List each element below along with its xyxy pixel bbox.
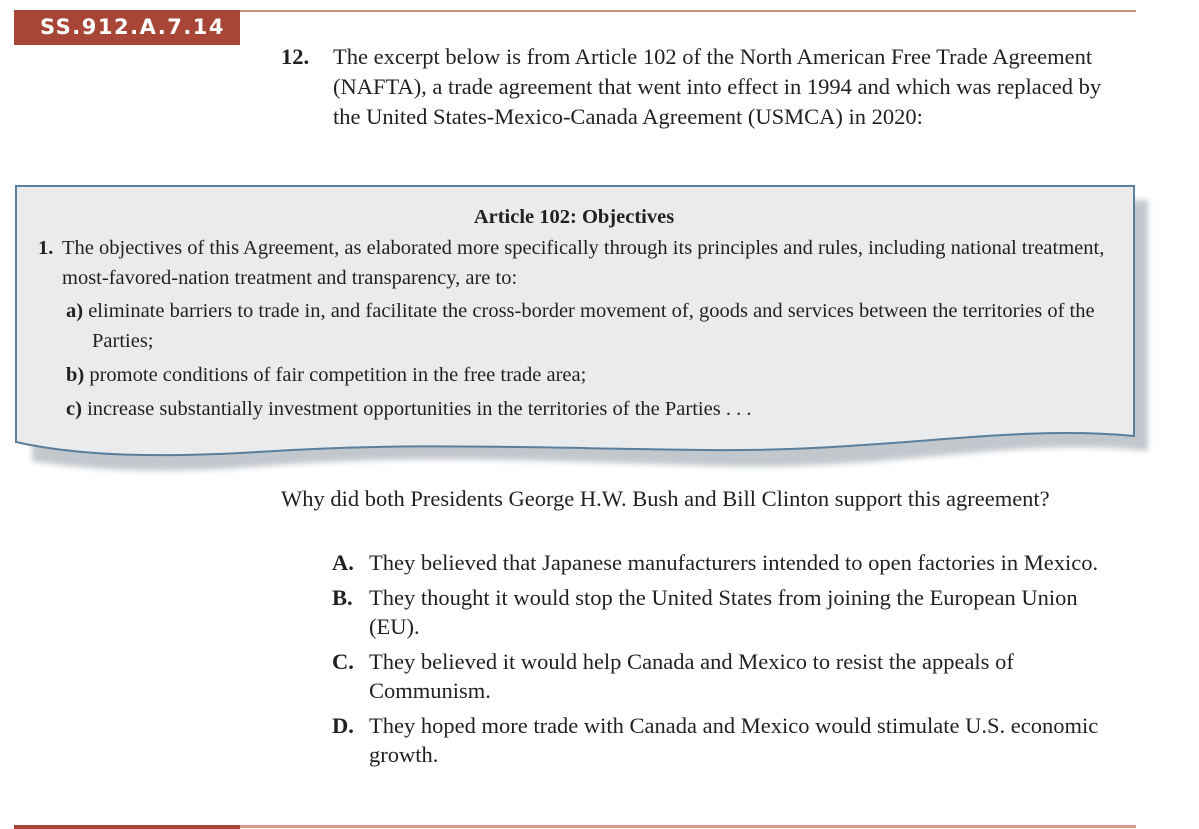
subitem-text: eliminate barriers to trade in, and facilitate the cross-border movement of, goods and services between the territories of the Parties;	[88, 300, 1095, 352]
excerpt-subitem	[40, 360, 1118, 390]
answer-option-b[interactable]	[332, 583, 1132, 641]
option-letter: D.	[332, 713, 354, 738]
excerpt-item-number: 1.	[38, 237, 54, 259]
excerpt-subitem	[40, 296, 1118, 356]
subitem-label: b)	[66, 364, 85, 386]
bottom-rule-accent	[14, 825, 240, 829]
option-text: They believed it would help Canada and Mexico to resist the appeals of Communism.	[369, 649, 1014, 703]
question-intro: The excerpt below is from Article 102 of the North American Free Trade Agreement (NAFTA), a trade agreement that went into effect in 1994 and which was replaced by the United States-Mexico-Canada Agreement (USMCA) in 2020:	[333, 44, 1102, 129]
option-letter: B.	[332, 585, 353, 610]
option-letter: A.	[332, 550, 354, 575]
excerpt-paragraph	[38, 233, 1118, 293]
answer-option-d[interactable]	[332, 711, 1132, 769]
subitem-label: c)	[66, 398, 82, 420]
subitem-label: a)	[66, 300, 84, 322]
excerpt-paragraph-text: The objectives of this Agreement, as elaborated more specifically through its principles and rules, including national treatment, most-favored-nation treatment and transparency, are to:	[62, 237, 1105, 289]
option-text: They thought it would stop the United States from joining the European Union (EU).	[369, 585, 1078, 639]
option-text: They believed that Japanese manufacturers intended to open factories in Mexico.	[369, 550, 1099, 575]
subitem-text: promote conditions of fair competition in the free trade area;	[89, 364, 587, 386]
excerpt-content	[38, 202, 1118, 424]
answer-option-a[interactable]	[332, 548, 1132, 577]
option-letter: C.	[332, 649, 354, 674]
subitem-text: increase substantially investment opportunities in the territories of the Parties . . .	[87, 398, 752, 420]
question-number: 12.	[281, 44, 310, 69]
answer-option-c[interactable]	[332, 647, 1132, 705]
question-intro-block	[281, 42, 1111, 132]
option-text: They hoped more trade with Canada and Mexico would stimulate U.S. economic growth.	[369, 713, 1099, 767]
standard-tag: SS.912.A.7.14	[14, 10, 240, 45]
excerpt-subitem	[40, 394, 1118, 424]
excerpt-title: Article 102: Objectives	[473, 206, 675, 228]
side-watermark	[1162, 468, 1192, 828]
answer-options	[332, 548, 1132, 775]
question-stem: Why did both Presidents George H.W. Bush and Bill Clinton support this agreement?	[281, 486, 1050, 511]
